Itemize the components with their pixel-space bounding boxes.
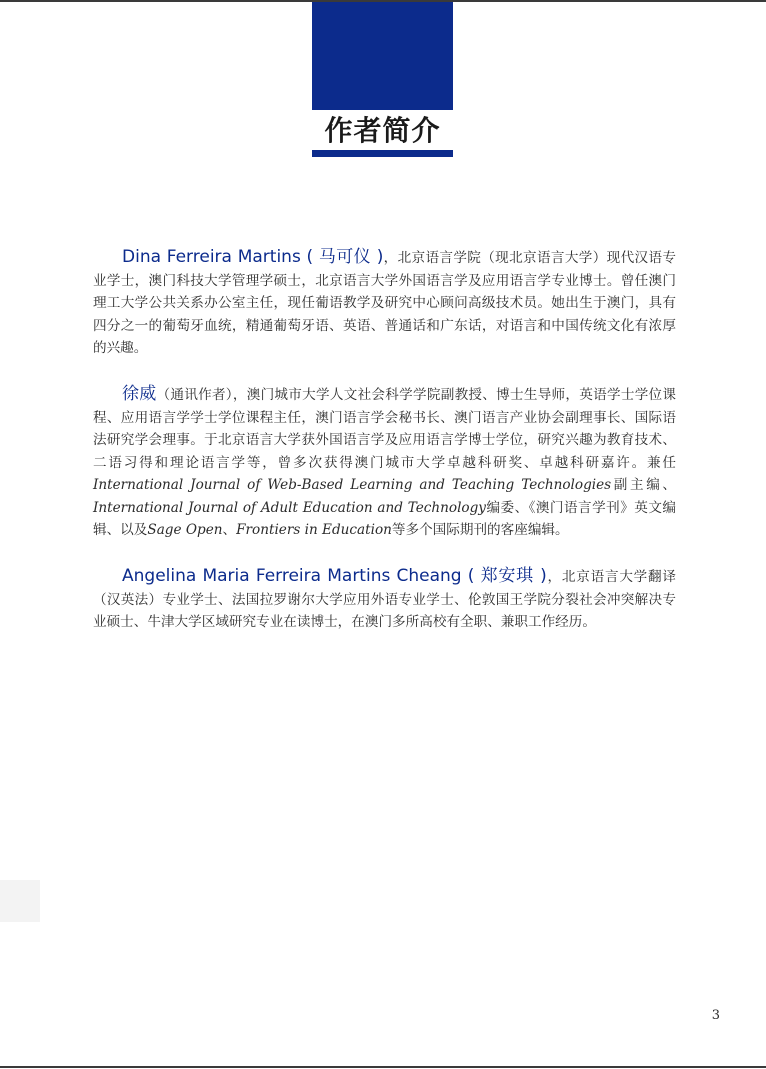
author-bio-text: （通讯作者），澳门城市大学人文社会科学学院副教授、博士生导师，英语学士学位课程、应用语言学学士学位课程主任，澳门语言学会秘书长、澳门语言产业协会副理事长、国际语法研究学会理事。于北京语言大学获外国语言学及应用语言学博士学位，研究兴趣为教育技术、二语习得和理论语言学等，曾多次获得澳门城市大学卓越科研奖、卓越科研嘉许。兼任 (93, 387, 677, 471)
author-bio-text: 编委、《澳门语言学刊》英文编辑、以及 (93, 499, 676, 538)
author-bio-text: 等多个国际期刊的客座编辑。 (391, 522, 569, 538)
title-underline-bar (312, 150, 453, 157)
author-bio-text: 、 (222, 522, 237, 538)
author-name: Dina Ferreira Martins ( 马可仪 ) (122, 247, 384, 267)
author-bio-text: ，北京语言大学翻译（汉英法）专业学士、法国拉罗谢尔大学应用外语专业学士、伦敦国王学院分裂社会冲突解决专业硕士、牛津大学区域研究专业在读博士，在澳门多所高校有全职、兼职工作经历。 (93, 569, 677, 630)
page-title: 作者简介 (324, 114, 441, 147)
bottom-border-rule (0, 1066, 766, 1068)
journal-title: International Journal of Adult Education and Technology (93, 499, 486, 516)
author-bio-dina (93, 246, 676, 360)
title-color-block (312, 2, 453, 110)
journal-title: International Journal of Web-Based Learning and Teaching Technologies (93, 477, 612, 493)
author-bio-xu-wei (93, 383, 676, 542)
journal-title: Frontiers in Education (236, 522, 392, 538)
page-number: 3 (711, 1008, 720, 1023)
author-bio-angelina (93, 565, 676, 634)
author-bio-text: ，北京语言学院（现北京语言大学）现代汉语专业学士，澳门科技大学管理学硕士，北京语言大学外国语言学及应用语言学专业博士。曾任澳门理工大学公共关系办公室主任，现任葡语教学及研究中心顾问高级技术员。她出生于澳门，具有四分之一的葡萄牙血统，精通葡萄牙语、英语、普通话和广东话，对语言和中国传统文化有浓厚的兴趣。 (93, 250, 676, 356)
author-bio-text: 副主编、 (611, 477, 677, 493)
author-name: Angelina Maria Ferreira Martins Cheang ( 郑安琪 ) (122, 566, 547, 586)
author-name: 徐威 (122, 384, 157, 404)
journal-title: Sage Open (147, 522, 223, 538)
margin-shade (0, 880, 40, 922)
